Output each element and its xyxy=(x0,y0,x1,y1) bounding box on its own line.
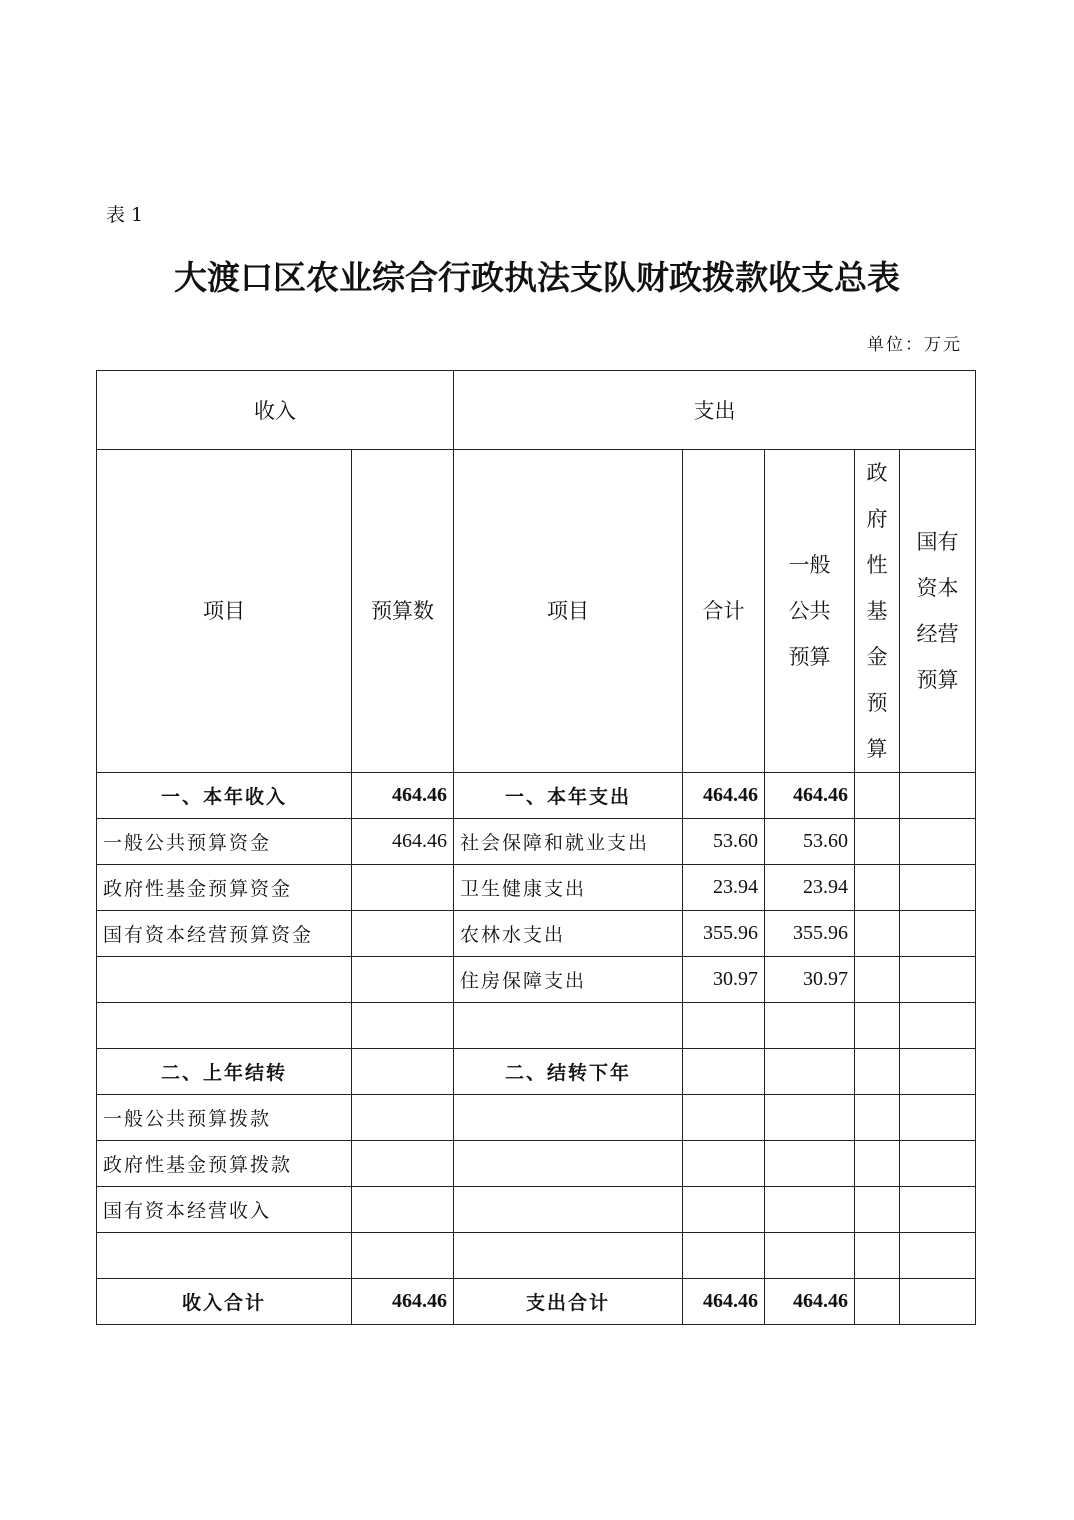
income-value-cell xyxy=(352,1141,454,1187)
table-row xyxy=(97,911,976,957)
expense-item-cell: 社会保障和就业支出 xyxy=(454,819,683,865)
state-capital-value-cell xyxy=(900,911,976,957)
table-row xyxy=(97,1095,976,1141)
gov-fund-value-cell xyxy=(855,1141,900,1187)
gov-fund-value-cell xyxy=(855,911,900,957)
expense-item-cell: 农林水支出 xyxy=(454,911,683,957)
table-row xyxy=(97,819,976,865)
expense-item-header: 项目 xyxy=(454,450,683,773)
income-header: 收入 xyxy=(97,371,454,450)
gov-fund-value-cell xyxy=(855,1279,900,1325)
income-value-cell xyxy=(352,1187,454,1233)
expense-item-cell: 支出合计 xyxy=(454,1279,683,1325)
state-capital-value-cell xyxy=(900,1187,976,1233)
table-row xyxy=(97,1279,976,1325)
state-capital-value-cell xyxy=(900,1279,976,1325)
total-value-cell xyxy=(683,1095,765,1141)
table-row xyxy=(97,1141,976,1187)
income-item-cell: 政府性基金预算资金 xyxy=(97,865,352,911)
state-capital-header: 国有资本经营预算 xyxy=(900,450,976,773)
income-item-cell: 国有资本经营收入 xyxy=(97,1187,352,1233)
total-value-cell xyxy=(683,1003,765,1049)
income-value-cell xyxy=(352,957,454,1003)
general-budget-value-cell xyxy=(765,1049,855,1095)
general-budget-value-cell xyxy=(765,1095,855,1141)
total-header: 合计 xyxy=(683,450,765,773)
income-item-cell xyxy=(97,957,352,1003)
total-value-cell: 464.46 xyxy=(683,773,765,819)
total-value-cell xyxy=(683,1233,765,1279)
gov-fund-value-cell xyxy=(855,1003,900,1049)
total-value-cell xyxy=(683,1049,765,1095)
total-value-cell xyxy=(683,1187,765,1233)
page-title: 大渡口区农业综合行政执法支队财政拨款收支总表 xyxy=(174,258,900,297)
gov-fund-value-cell xyxy=(855,1095,900,1141)
income-value-cell xyxy=(352,1233,454,1279)
table-row xyxy=(97,1049,976,1095)
general-budget-value-cell: 23.94 xyxy=(765,865,855,911)
expense-item-cell: 卫生健康支出 xyxy=(454,865,683,911)
state-capital-value-cell xyxy=(900,1049,976,1095)
general-budget-value-cell xyxy=(765,1141,855,1187)
total-value-cell: 355.96 xyxy=(683,911,765,957)
table-row xyxy=(97,957,976,1003)
table-row xyxy=(97,773,976,819)
state-capital-value-cell xyxy=(900,1233,976,1279)
income-item-cell xyxy=(97,1233,352,1279)
total-value-cell: 464.46 xyxy=(683,1279,765,1325)
income-item-cell: 政府性基金预算拨款 xyxy=(97,1141,352,1187)
table-row xyxy=(97,1187,976,1233)
income-budget-header: 预算数 xyxy=(352,450,454,773)
expense-item-cell xyxy=(454,1187,683,1233)
income-value-cell: 464.46 xyxy=(352,1279,454,1325)
income-item-cell xyxy=(97,1003,352,1049)
income-item-cell: 二、上年结转 xyxy=(97,1049,352,1095)
gov-fund-value-cell xyxy=(855,865,900,911)
expense-item-cell: 一、本年支出 xyxy=(454,773,683,819)
income-item-cell: 收入合计 xyxy=(97,1279,352,1325)
expense-item-cell: 二、结转下年 xyxy=(454,1049,683,1095)
income-value-cell: 464.46 xyxy=(352,773,454,819)
income-item-cell: 国有资本经营预算资金 xyxy=(97,911,352,957)
general-budget-value-cell: 30.97 xyxy=(765,957,855,1003)
state-capital-value-cell xyxy=(900,1141,976,1187)
expense-item-cell xyxy=(454,1095,683,1141)
total-value-cell: 30.97 xyxy=(683,957,765,1003)
income-value-cell xyxy=(352,1049,454,1095)
state-capital-value-cell xyxy=(900,957,976,1003)
income-value-cell xyxy=(352,1095,454,1141)
gov-fund-value-cell xyxy=(855,1187,900,1233)
budget-summary-table xyxy=(96,370,976,1325)
state-capital-value-cell xyxy=(900,1003,976,1049)
expense-header: 支出 xyxy=(454,371,976,450)
income-item-header: 项目 xyxy=(97,450,352,773)
general-budget-value-cell: 355.96 xyxy=(765,911,855,957)
income-item-cell: 一、本年收入 xyxy=(97,773,352,819)
income-value-cell xyxy=(352,865,454,911)
state-capital-value-cell xyxy=(900,819,976,865)
expense-item-cell xyxy=(454,1233,683,1279)
table-row xyxy=(97,865,976,911)
state-capital-value-cell xyxy=(900,1095,976,1141)
general-budget-value-cell: 53.60 xyxy=(765,819,855,865)
income-item-cell: 一般公共预算拨款 xyxy=(97,1095,352,1141)
expense-item-cell xyxy=(454,1141,683,1187)
gov-fund-value-cell xyxy=(855,819,900,865)
table-number-label: 表 1 xyxy=(106,204,144,226)
income-value-cell: 464.46 xyxy=(352,819,454,865)
income-value-cell xyxy=(352,1003,454,1049)
general-budget-header: 一般公共预算 xyxy=(765,450,855,773)
income-value-cell xyxy=(352,911,454,957)
general-budget-value-cell xyxy=(765,1003,855,1049)
state-capital-value-cell xyxy=(900,773,976,819)
table-row xyxy=(97,1003,976,1049)
total-value-cell xyxy=(683,1141,765,1187)
table-row xyxy=(97,1233,976,1279)
expense-item-cell: 住房保障支出 xyxy=(454,957,683,1003)
gov-fund-header: 政府性基金预算 xyxy=(855,450,900,773)
state-capital-value-cell xyxy=(900,865,976,911)
general-budget-value-cell xyxy=(765,1233,855,1279)
unit-label: 单位：万元 xyxy=(867,335,962,355)
total-value-cell: 53.60 xyxy=(683,819,765,865)
income-item-cell: 一般公共预算资金 xyxy=(97,819,352,865)
gov-fund-value-cell xyxy=(855,1233,900,1279)
general-budget-value-cell xyxy=(765,1187,855,1233)
gov-fund-value-cell xyxy=(855,773,900,819)
general-budget-value-cell: 464.46 xyxy=(765,1279,855,1325)
total-value-cell: 23.94 xyxy=(683,865,765,911)
expense-item-cell xyxy=(454,1003,683,1049)
gov-fund-value-cell xyxy=(855,957,900,1003)
gov-fund-value-cell xyxy=(855,1049,900,1095)
general-budget-value-cell: 464.46 xyxy=(765,773,855,819)
